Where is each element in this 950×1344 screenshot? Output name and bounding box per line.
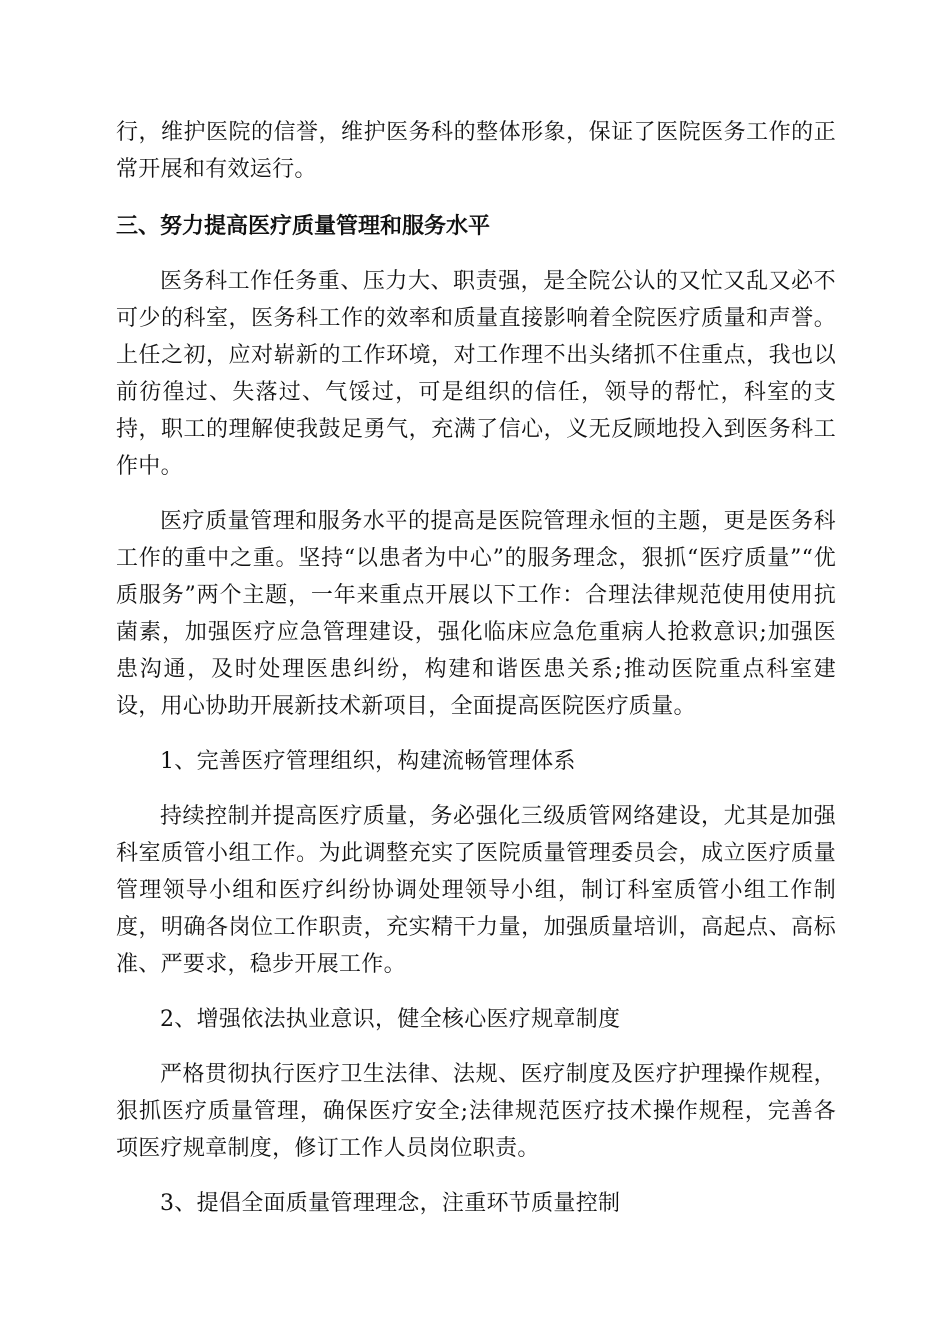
item-1-body: 持续控制并提高医疗质量，务必强化三级质管网络建设，尤其是加强科室质管小组工作。为此调整充实了医院质量管理委员会，成立医疗质量管理领导小组和医疗纠纷协调处理领导小组，制订科室质管小组工作制度，明确各岗位工作职责，充实精干力量，加强质量培训，高起点、高标准、严要求，稳步开展工作。 — [116, 804, 836, 977]
paragraph-quality-theme: 医疗质量管理和服务水平的提高是医院管理永恒的主题，更是医务科工作的重中之重。坚持“以患者为中心”的服务理念，狠抓“医疗质量”“优质服务”两个主题，一年来重点开展以下工作：合理法律规范使用使用抗菌素，加强医疗应急管理建设，强化临床应急危重病人抢救意识;加强医患沟通，及时处理医患纠纷，构建和谐医患关系;推动医院重点科室建设，用心协助开展新技术新项目，全面提高医院医疗质量。 — [116, 509, 836, 719]
item-2-body: 严格贯彻执行医疗卫生法律、法规、医疗制度及医疗护理操作规程，狠抓医疗质量管理，确保医疗安全;法律规范医疗技术操作规程，完善各项医疗规章制度，修订工作人员岗位职责。 — [116, 1062, 836, 1161]
document-page — [116, 114, 836, 1222]
continuation-paragraph: 行，维护医院的信誉，维护医务科的整体形象，保证了医院医务工作的正常开展和有效运行。 — [116, 120, 836, 182]
item-1-title: 1、完善医疗管理组织，构建流畅管理体系 — [160, 749, 576, 774]
paragraph-workload: 医务科工作任务重、压力大、职责强，是全院公认的又忙又乱又必不可少的科室，医务科工作的效率和质量直接影响着全院医疗质量和声誉。上任之初，应对崭新的工作环境，对工作理不出头绪抓不住重点，我也以前彷徨过、失落过、气馁过，可是组织的信任，领导的帮忙，科室的支持，职工的理解使我鼓足勇气，充满了信心，义无反顾地投入到医务科工作中。 — [116, 269, 836, 479]
section-heading: 三、努力提高医疗质量管理和服务水平 — [116, 214, 491, 239]
item-2-title: 2、增强依法执业意识，健全核心医疗规章制度 — [160, 1007, 621, 1032]
item-3-title: 3、提倡全面质量管理理念，注重环节质量控制 — [160, 1191, 621, 1216]
